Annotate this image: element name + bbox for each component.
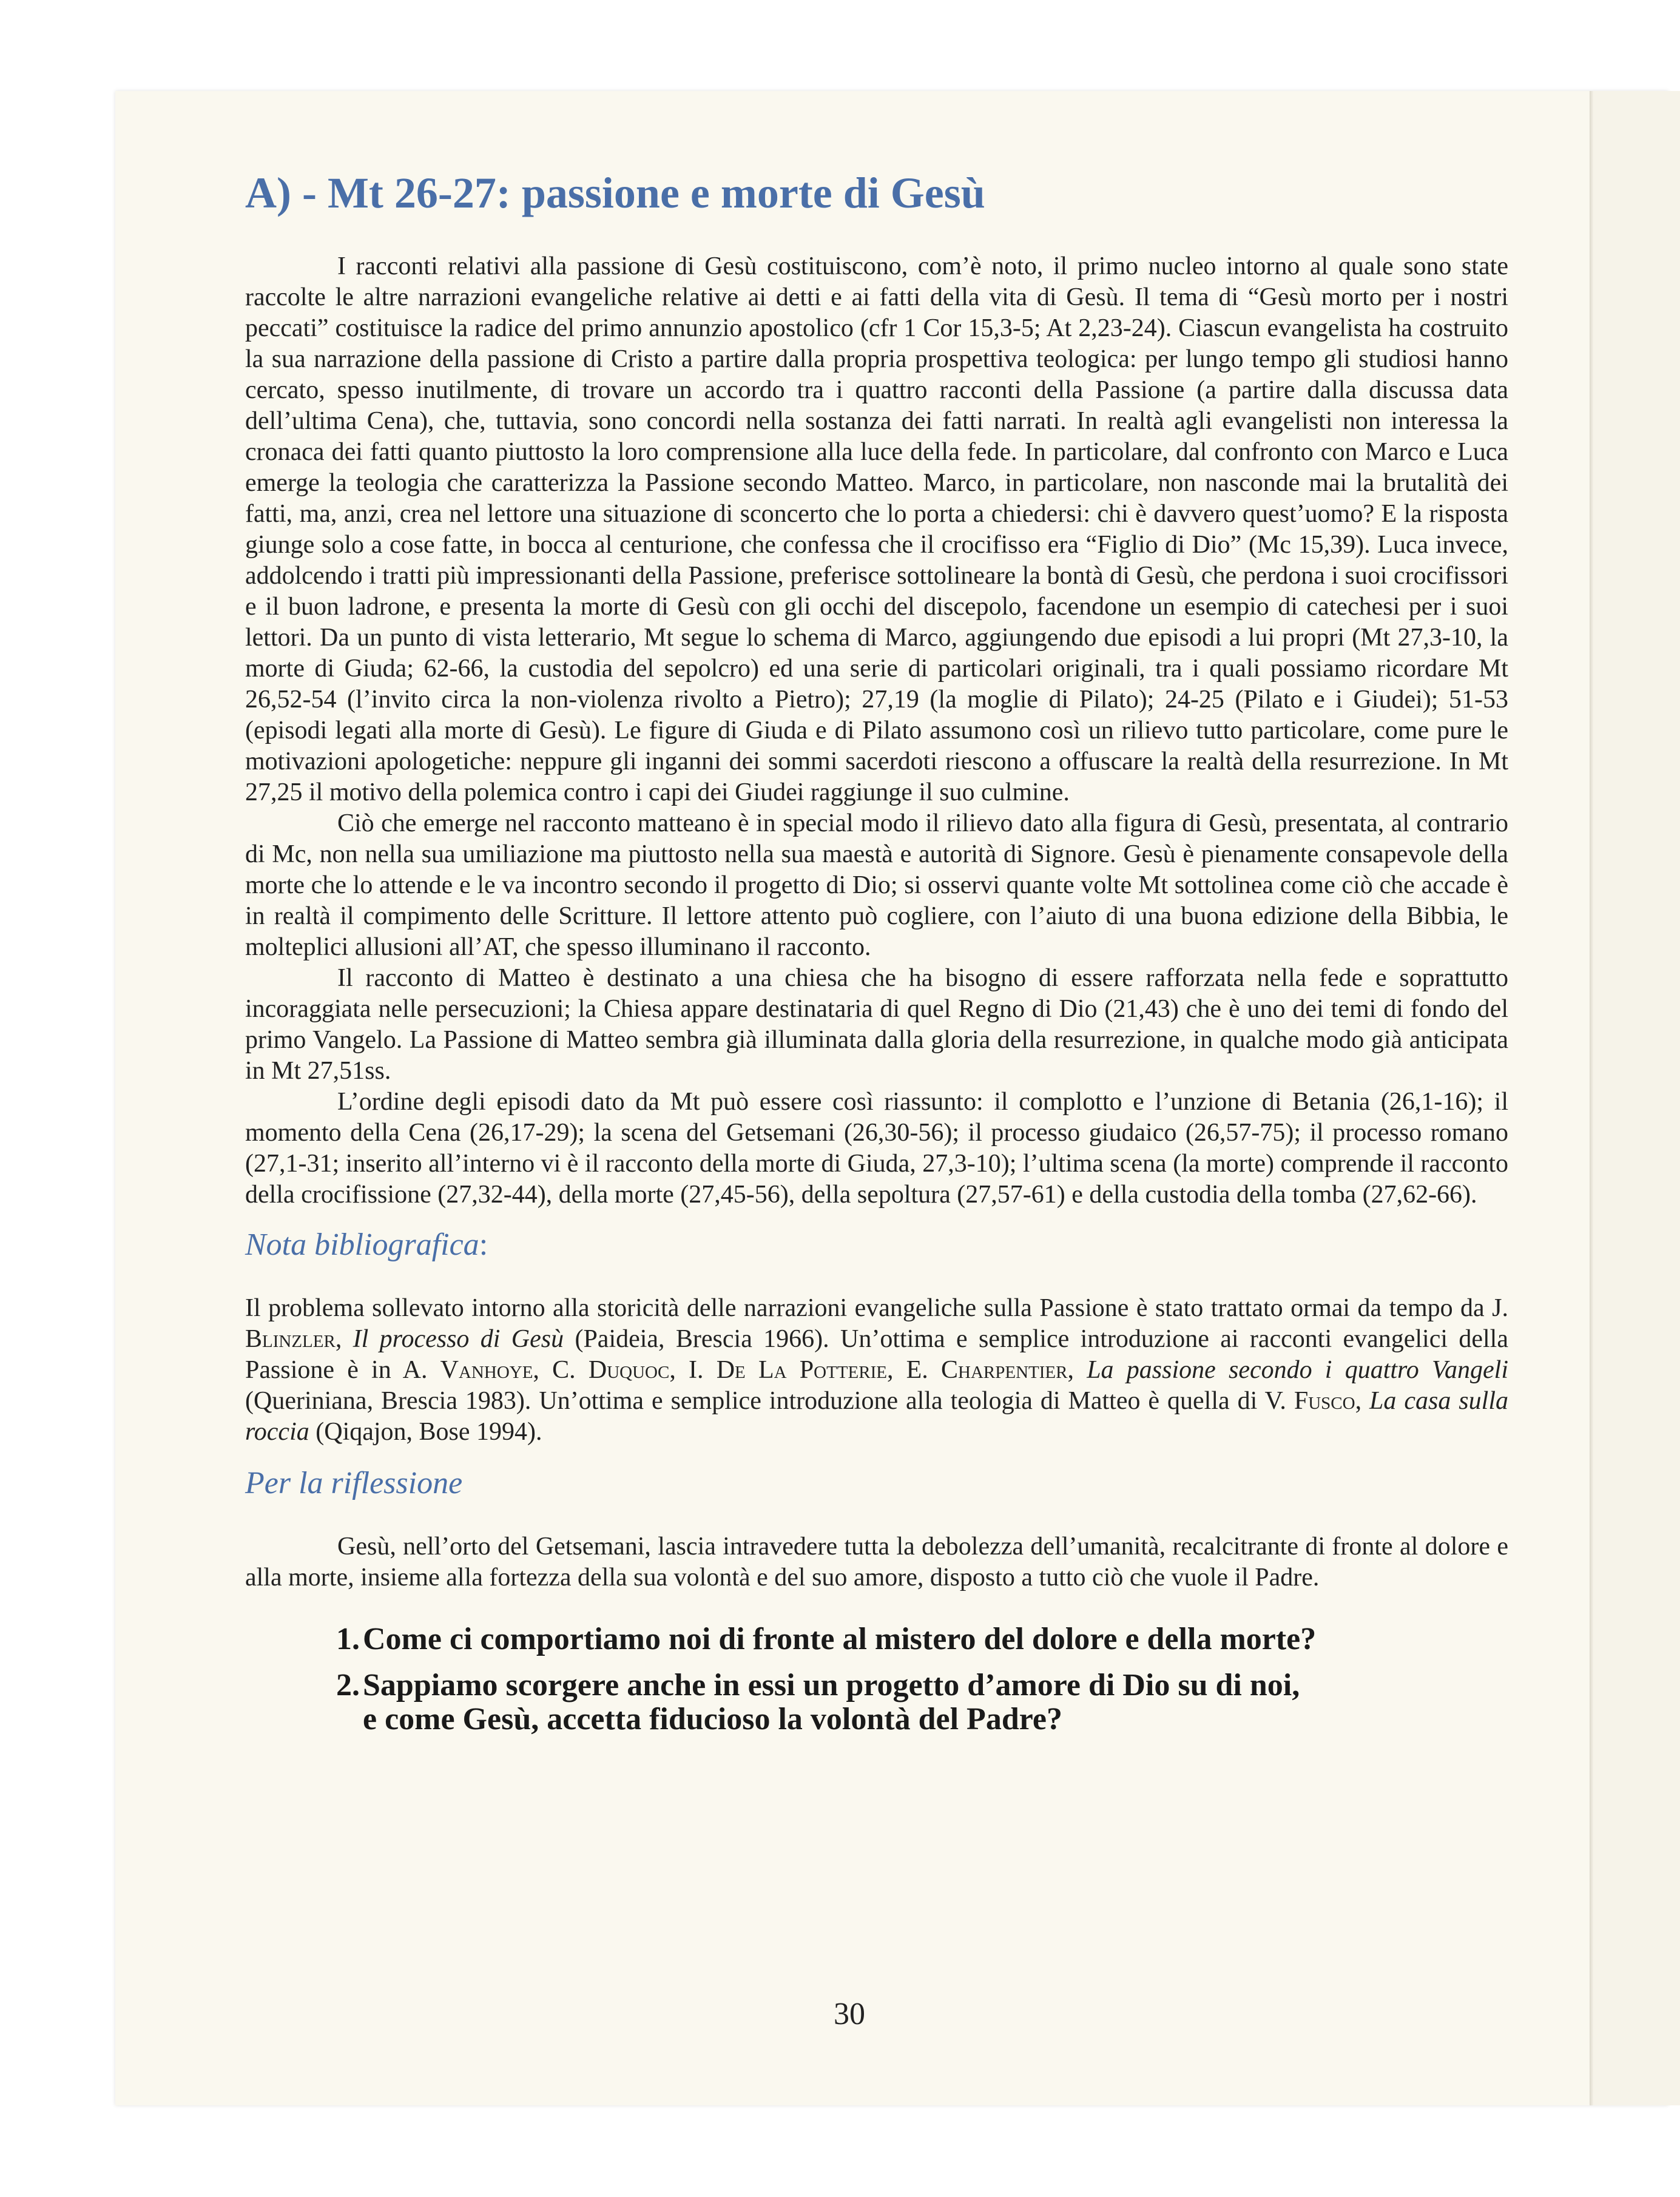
bibliography-paragraph	[245, 1293, 1508, 1448]
section-title: A) - Mt 26-27: passione e morte di Gesù	[245, 169, 985, 217]
riflessione-heading: Per la riflessione	[245, 1466, 463, 1500]
question-2	[336, 1669, 1508, 1736]
page-number: 30	[834, 1997, 865, 2031]
biblio-title-1: Il processo di Gesù	[353, 1325, 564, 1353]
next-page-edge	[1593, 91, 1680, 2105]
biblio-sep-5: ,	[1067, 1356, 1087, 1384]
biblio-author-fusco: Fusco	[1294, 1387, 1355, 1415]
biblio-text-3: (Queriniana, Brescia 1983). Un’ottima e semplice introduzione alla teologia di Matteo è quella di V.	[245, 1387, 1294, 1415]
question-2-text-cont: e come Gesù, accetta fiducioso la volontà del Padre?	[363, 1702, 1062, 1736]
question-2-text: Sappiamo scorgere anche in essi un progetto d’amore di Dio su di noi,	[363, 1668, 1300, 1703]
question-1	[336, 1622, 1508, 1656]
biblio-title-3: La casa sulla roccia	[245, 1387, 1508, 1446]
riflessione-text: Gesù, nell’orto del Getsemani, lascia intravedere tutta la debolezza dell’umanità, recalcitrante di fronte al dolore e alla morte, insieme alla fortezza della sua volontà e del suo amore, disposto a tutto ciò che vuole il Padre.	[245, 1533, 1508, 1591]
biblio-sep-3: , I.	[669, 1356, 717, 1384]
questions-list	[245, 1622, 1508, 1736]
page-content	[245, 164, 1508, 1749]
question-1-text: Come ci comportiamo noi di fronte al mistero del dolore e della morte?	[363, 1622, 1317, 1656]
biblio-text-4: (Qiqajon, Bose 1994).	[309, 1418, 542, 1446]
biblio-sep-4: , E.	[886, 1356, 942, 1384]
biblio-author-blinzler: Blinzler	[245, 1325, 336, 1353]
paragraph-3: Il racconto di Matteo è destinato a una chiesa che ha bisogno di essere rafforzata nella fede e soprattutto incoraggiata nelle persecuzioni; la Chiesa appare destinataria di quel Regno di Dio (21,43) che è uno dei temi di fondo del primo Vangelo. La Passione di Matteo sembra già illuminata dalla gloria della resurrezione, in qualche modo già anticipata in Mt 27,51ss.	[245, 964, 1508, 1085]
question-1-number: 1.	[336, 1622, 360, 1656]
nota-heading	[245, 1224, 1508, 1266]
nota-heading-text: Nota bibliografica	[245, 1227, 479, 1262]
biblio-sep-2: , C.	[533, 1356, 589, 1384]
paragraph-4: L’ordine degli episodi dato da Mt può essere così riassunto: il complotto e l’unzione di Betania (26,1-16); il momento della Cena (26,17-29); la scena del Getsemani (26,30-56); il processo giudaico (26,57-75); il processo romano (27,1-31; inserito all’interno vi è il racconto della morte di Giuda, 27,3-10); l’ultima scena (la morte) comprende il racconto della crocifissione (27,32-44), della morte (27,45-56), della sepoltura (27,57-61) e della custodia della tomba (27,62-66).	[245, 1088, 1508, 1209]
biblio-sep-1: ,	[335, 1325, 353, 1353]
question-2-number: 2.	[336, 1668, 360, 1703]
biblio-title-2: La passione secondo i quattro Vangeli	[1087, 1356, 1508, 1384]
biblio-text-1: Il problema sollevato intorno alla storicità delle narrazioni evangeliche sulla Passione è stato trattato ormai da tempo da J.	[245, 1294, 1508, 1322]
paragraph-2: Ciò che emerge nel racconto matteano è in special modo il rilievo dato alla figura di Gesù, presentata, al contrario di Mc, non nella sua umiliazione ma piuttosto nella sua maestà e autorità di Signore. Gesù è pienamente consapevole della morte che lo attende e le va incontro secondo il progetto di Dio; si osservi quante volte Mt sottolinea come ciò che accade è in realtà il compimento delle Scritture. Il lettore attento può cogliere, con l’aiuto di una buona edizione della Bibbia, le molteplici allusioni all’AT, che spesso illuminano il racconto.	[245, 809, 1508, 961]
biblio-text-2: (Paideia, Brescia 1966). Un’ottima e semplice introduzione ai racconti evangelici della Passione è in A.	[245, 1325, 1508, 1384]
biblio-author-duquoc: Duquoc	[588, 1356, 670, 1384]
nota-heading-colon: :	[479, 1227, 488, 1262]
biblio-author-vanhoye: Vanhoye	[440, 1356, 533, 1384]
biblio-sep-6: ,	[1355, 1387, 1370, 1415]
biblio-author-charpentier: Charpentier	[941, 1356, 1068, 1384]
biblio-author-delapotterie: De La Potterie	[716, 1356, 887, 1384]
paragraph-1: I racconti relativi alla passione di Gesù costituiscono, com’è noto, il primo nucleo intorno al quale sono state raccolte le altre narrazioni evangeliche relative ai detti e ai fatti della vita di Gesù. Il tema di “Gesù morto per i nostri peccati” costituisce la radice del primo annunzio apostolico (cfr 1 Cor 15,3-5; At 2,23-24). Ciascun evangelista ha costruito la sua narrazione della passione di Cristo a partire dalla propria prospettiva teologica: per lungo tempo gli studiosi hanno cercato, spesso inutilmente, di trovare un accordo tra i quattro racconti della Passione (a partire dalla discussa data dell’ultima Cena), che, tuttavia, sono concordi nella sostanza dei fatti narrati. In realtà agli evangelisti non interessa la cronaca dei fatti quanto piuttosto la loro comprensione alla luce della fede. In particolare, dal confronto con Marco e Luca emerge la teologia che caratterizza la Passione secondo Matteo. Marco, in particolare, non nasconde mai la brutalità dei fatti, ma, anzi, crea nel lettore una situazione di sconcerto che lo porta a chiedersi: chi è davvero quest’uomo? E la risposta giunge solo a cose fatte, in bocca al centurione, che confessa che il crocifisso era “Figlio di Dio” (Mc 15,39). Luca invece, addolcendo i tratti più impressionanti della Passione, preferisce sottolineare la bontà di Gesù, che perdona i suoi crocifissori e il buon ladrone, e presenta la morte di Gesù con gli occhi del discepolo, facendone un esempio di catechesi per i suoi lettori. Da un punto di vista letterario, Mt segue lo schema di Marco, aggiungendo due episodi a lui propri (Mt 27,3-10, la morte di Giuda; 62-66, la custodia del sepolcro) ed una serie di particolari originali, tra i quali possiamo ricordare Mt 26,52-54 (l’invito circa la non-violenza rivolto a Pietro); 27,19 (la moglie di Pilato); 24-25 (Pilato e i Giudei); 51-53 (episodi legati alla morte di Gesù). Le figure di Giuda e di Pilato assumono così un rilievo tutto particolare, come pure le motivazioni apologetiche: neppure gli inganni dei sommi sacerdoti riescono a offuscare la realtà della resurrezione. In Mt 27,25 il motivo della polemica contro i capi dei Giudei raggiunge il suo culmine.	[245, 252, 1508, 806]
